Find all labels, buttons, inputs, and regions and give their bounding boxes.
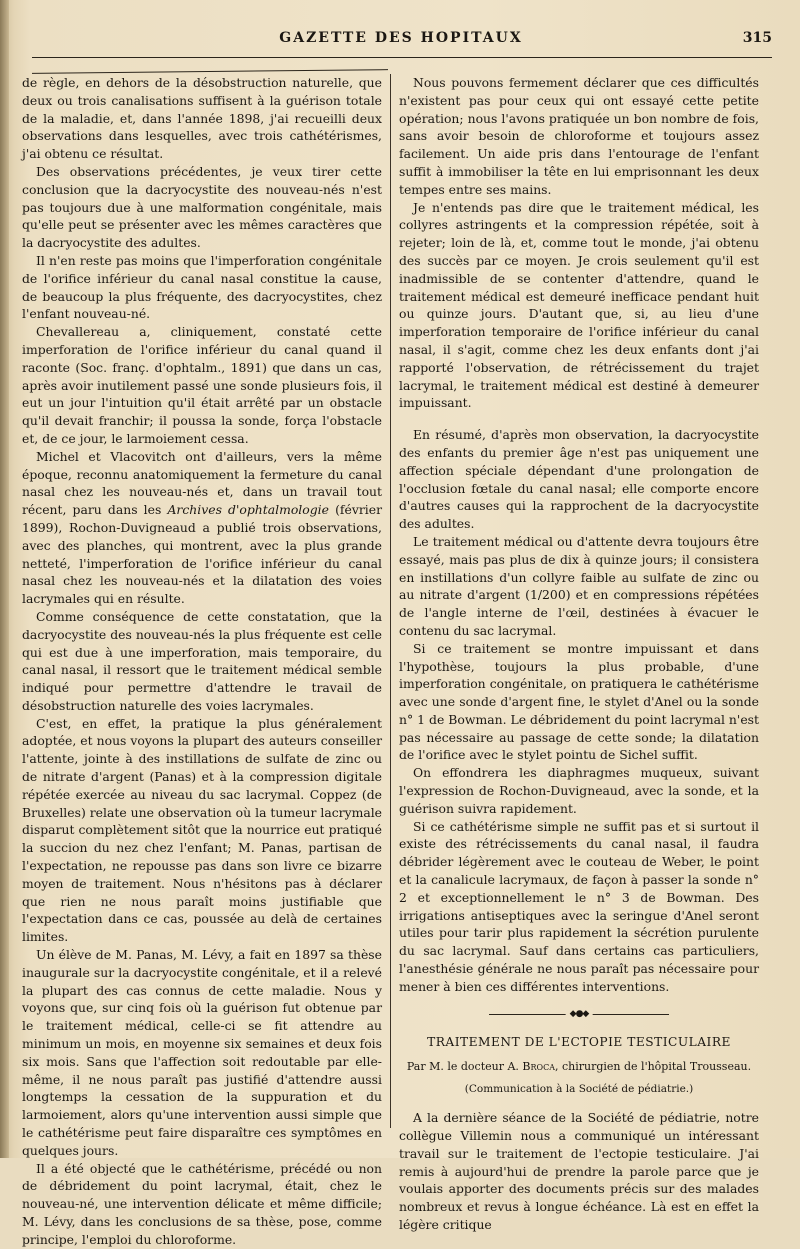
paragraph: Il a été objecté que le cathétérisme, précédé ou non de débridement du point lacrymal, était, chez le nouveau-né, une intervention délicate et même difficile; M. Lévy, dans les conclusions de sa thèse, pose, comme principe, l'emploi du chloroforme. [22, 1160, 382, 1247]
journal-title: Archives d'ophtalmologie [167, 502, 329, 518]
paragraph: Je n'entends pas dire que le traitement médical, les collyres astringents et la compression répétée, soit à rejeter; loin de là, et, comme tout le monde, j'ai obtenu des succès par ce moyen. Je crois seulement qu'il est inadmissible de se contenter d'attendre, quand le traitement médical est demeuré inefficace pendant huit ou quinze jours. D'autant que, si, au lieu d'une imperforation temporaire de l'orifice inférieur du canal nasal, il s'agit, comme chez les deux enfants dont j'ai rapporté l'observation, de rétrécissement du trajet lacrymal, le traitement médical est destiné à demeurer impuissant. [399, 199, 759, 411]
page-header [30, 30, 772, 52]
left-column [22, 74, 382, 1247]
paragraph: de règle, en dehors de la désobstruction naturelle, que deux ou trois canalisations suffisent à la guérison totale de la maladie, et, dans l'année 1898, j'ai recueilli deux observations dans lesquelles, avec trois cathétérismes, j'ai obtenu ce résultat. [22, 75, 382, 162]
paragraph: C'est, en effet, la pratique la plus généralement adoptée, et nous voyons la plupart des auteurs conseiller l'attente, jointe à des instillations de sulfate de zinc ou de nitrate d'argent (Panas) et à la compression digitale répétée exercée au niveau du sac lacrymal. Coppez (de Bruxelles) relate une observation où la tumeur lacrymale disparut complètement sitôt que la nourrice eut pratiqué la succion du nez chez l'enfant; M. Panas, partisan de l'expectation, ne repousse pas dans son livre ce bizarre moyen de traitement. Nous n'hésitons pas à déclarer que rien ne nous paraît moins justifiable que l'expectation dans ce cas, poussée au delà de certaines limites. [22, 715, 382, 945]
paragraph: Chevallereau a, cliniquement, constaté cette imperforation de l'orifice inférieur du canal quand il raconte (Soc. franç. d'ophtalm., 1891) que dans un cas, après avoir inutilement passé une sonde plusieurs fois, il eut un jour l'intuition qu'il était arrêté par un obstacle qu'il devait franchir; il poussa la sonde, força l'obstacle et, de ce jour, le larmoiement cessa. [22, 324, 382, 446]
paragraph: On effondrera les diaphragmes muqueux, suivant l'expression de Rochon-Duvigneaud, avec la sonde, et la guérison suivra rapidement. [399, 765, 759, 816]
paragraph: A la dernière séance de la Société de pédiatrie, notre collègue Villemin nous a communiqué un intéressant travail sur le traitement de l'ectopie testiculaire. J'ai remis à aujourd'hui de prendre la parole parce que je voulais apporter des documents précis sur des malades nombreux et revus à longue échéance. Là est en effet la légère critique [399, 1110, 759, 1233]
paragraph: Nous pouvons fermement déclarer que ces difficultés n'existent pas pour ceux qui ont essayé cette petite opération; nous l'avons pratiquée un bon nombre de fois, sans avoir besoin de chloroforme et toujours assez facilement. Un aide pris dans l'entourage de l'enfant suffit à immobiliser la tête en lui emprisonnant les deux tempes entre ses mains. [399, 75, 759, 197]
paragraph: Un élève de M. Panas, M. Lévy, a fait en 1897 sa thèse inaugurale sur la dacryocystite congénitale, et il a relevé la plupart des cas connus de cette maladie. Nous y voyons que, sur cinq fois où la guérison fut obtenue par le traitement médical, celle-ci se fit attendre au minimum un mois, en moyenne six semaines et deux fois six mois. Sans que l'affection soit redoutable par elle-même, il ne nous paraît pas justifié d'attendre aussi longtemps la cessation de la suppuration et du larmoiement, alors qu'une intervention aussi simple que le cathétérisme peut faire disparaître ces symptômes en quelques jours. [22, 947, 382, 1158]
paragraph: Comme conséquence de cette constatation, que la dacryocystite des nouveau-nés la plus fréquente est celle qui est due à une imperforation, mais temporaire, du canal nasal, il ressort que le traitement médical semble indiqué pour permettre d'attendre le travail de désobstruction naturelle des voies lacrymales. [22, 608, 382, 713]
right-column [390, 74, 759, 1233]
paragraph: Si ce cathétérisme simple ne suffit pas et si surtout il existe des rétrécissements du canal nasal, il faudra débrider légèrement avec le couteau de Weber, le point et la canalicule lacrymaux, de façon à passer la sonde n° 2 et exceptionnellement le n° 3 de Bowman. Des irrigations antiseptiques avec la seringue d'Anel seront utiles pour tarir plus rapidement la sécrétion purulente du sac lacrymal. Sauf dans certains cas particuliers, l'anesthésie générale ne nous paraît pas nécessaire pour mener à bien ces différentes interventions. [399, 818, 759, 994]
author-suffix: , chirurgien de l'hôpital Trousseau. [555, 1060, 752, 1074]
ornament-icon: ◆●◆ [566, 1008, 593, 1020]
paragraph: Le traitement médical ou d'attente devra toujours être essayé, mais pas plus de dix à quinze jours; il consistera en instillations d'un collyre faible au sulfate de zinc ou au nitrate d'argent (1/200) et en compressions répétées de l'angle interne de l'œil, destinées à évacuer le contenu du sac lacrymal. [399, 533, 759, 638]
article-note: (Communication à la Société de pédiatrie.) [464, 1083, 694, 1096]
author-prefix: Par M. le docteur A. [406, 1060, 523, 1074]
author-name: Broca [522, 1060, 555, 1074]
article-title: TRAITEMENT DE L'ECTOPIE TESTICULAIRE [427, 1034, 731, 1049]
running-title: GAZETTE DES HOPITAUX [279, 30, 523, 46]
paragraph: Il n'en reste pas moins que l'imperforation congénitale de l'orifice inférieur du canal nasal constitue la cause, de beaucoup la plus fréquente, des dacryocystites, chez l'enfant nouveau-né. [22, 252, 382, 322]
page-number: 315 [742, 30, 772, 46]
section-divider [489, 1010, 669, 1018]
article-author [399, 1059, 759, 1075]
paragraph: Si ce traitement se montre impuissant et dans l'hypothèse, toujours la plus probable, d'une imperforation congénitale, on pratiquera le cathétérisme avec une sonde d'argent fine, le stylet d'Anel ou la sonde n° 1 de Bowman. Le débridement du point lacrymal n'est pas nécessaire au passage de cette sonde; la dilatation de l'orifice avec le stylet pointu de Sichel suffit. [399, 640, 759, 763]
paragraph-text: (février 1899), Rochon-Duvigneaud a publié trois observations, avec des planches, qui montrent, avec la plus grande netteté, l'imperforation de l'orifice inférieur du canal nasal chez les nouveau-nés et la dilatation des voies lacrymales qui en résulte. [22, 502, 382, 607]
paragraph-text: Michel et Vlacovitch ont d'ailleurs, vers la même époque, reconnu anatomiquement la fermeture du canal nasal chez les nouveau-nés et, dans un travail tout récent, paru dans les [22, 448, 382, 518]
paragraph [22, 448, 382, 608]
paragraph: En résumé, d'après mon observation, la dacryocystite des enfants du premier âge n'est pas uniquement une affection spéciale dépendant d'une prolongation de l'occlusion fœtale du canal nasal; elle comporte encore d'autres causes qui la rapprochent de la dacryocystite des adultes. [399, 427, 759, 532]
paragraph: Des observations précédentes, je veux tirer cette conclusion que la dacryocystite des nouveau-nés n'est pas toujours due à une malformation congénitale, mais qu'elle peut se présenter avec les mêmes caractères que la dacryocystite des adultes. [22, 163, 382, 251]
header-rule [32, 57, 772, 58]
